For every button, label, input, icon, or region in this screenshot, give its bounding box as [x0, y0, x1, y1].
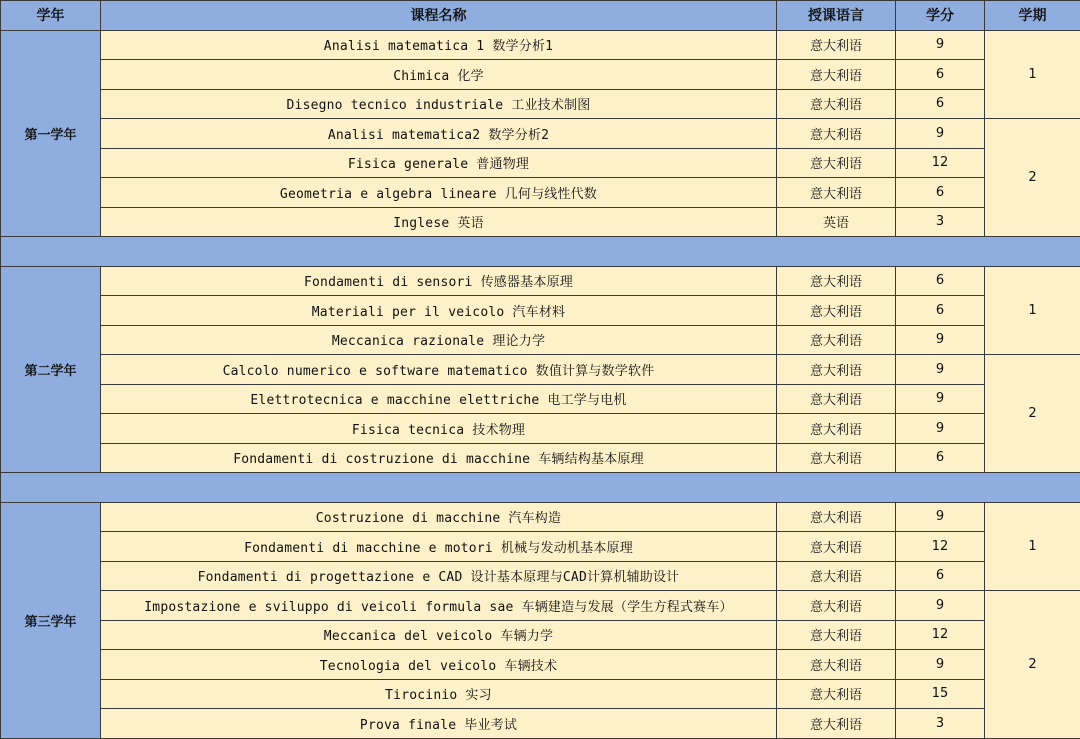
header-credits: 学分 [896, 1, 985, 31]
year-separator [1, 237, 1080, 267]
course-credits: 9 [896, 650, 985, 680]
course-name: Elettrotecnica e macchine elettriche 电工学与电机 [101, 384, 777, 414]
table-row [1, 296, 1080, 326]
course-language: 意大利语 [777, 620, 896, 650]
year-separator [1, 473, 1080, 503]
table-row [1, 709, 1080, 739]
course-credits: 9 [896, 119, 985, 149]
course-credits: 6 [896, 178, 985, 208]
year-label: 第一学年 [1, 30, 101, 237]
course-credits: 6 [896, 443, 985, 473]
term-number: 2 [985, 591, 1080, 739]
course-language: 意大利语 [777, 414, 896, 444]
course-language: 意大利语 [777, 266, 896, 296]
course-credits: 9 [896, 414, 985, 444]
course-language: 意大利语 [777, 561, 896, 591]
header-course: 课程名称 [101, 1, 777, 31]
course-credits: 3 [896, 709, 985, 739]
course-credits: 6 [896, 60, 985, 90]
course-language: 英语 [777, 207, 896, 237]
year-label: 第三学年 [1, 502, 101, 738]
course-language: 意大利语 [777, 355, 896, 385]
course-credits: 9 [896, 30, 985, 60]
course-name: Costruzione di macchine 汽车构造 [101, 502, 777, 532]
course-language: 意大利语 [777, 178, 896, 208]
course-name: Analisi matematica2 数学分析2 [101, 119, 777, 149]
table-row [1, 532, 1080, 562]
course-credits: 12 [896, 148, 985, 178]
course-credits: 9 [896, 384, 985, 414]
course-language: 意大利语 [777, 30, 896, 60]
course-name: Impostazione e sviluppo di veicoli formula sae 车辆建造与发展（学生方程式赛车） [101, 591, 777, 621]
table-row [1, 502, 1080, 532]
course-name: Calcolo numerico e software matematico 数值计算与数学软件 [101, 355, 777, 385]
header-year: 学年 [1, 1, 101, 31]
course-name: Fondamenti di sensori 传感器基本原理 [101, 266, 777, 296]
course-name: Tirocinio 实习 [101, 679, 777, 709]
course-credits: 6 [896, 89, 985, 119]
course-credits: 9 [896, 325, 985, 355]
course-credits: 9 [896, 502, 985, 532]
course-language: 意大利语 [777, 591, 896, 621]
term-number: 1 [985, 266, 1080, 355]
course-language: 意大利语 [777, 148, 896, 178]
course-language: 意大利语 [777, 443, 896, 473]
course-language: 意大利语 [777, 532, 896, 562]
table-row [1, 266, 1080, 296]
table-row [1, 443, 1080, 473]
table-row [1, 414, 1080, 444]
year-separator-row [1, 237, 1080, 267]
table-row [1, 89, 1080, 119]
header-language: 授课语言 [777, 1, 896, 31]
course-language: 意大利语 [777, 679, 896, 709]
table-row [1, 178, 1080, 208]
table-row [1, 30, 1080, 60]
course-name: Disegno tecnico industriale 工业技术制图 [101, 89, 777, 119]
course-name: Fondamenti di macchine e motori 机械与发动机基本原理 [101, 532, 777, 562]
term-number: 2 [985, 355, 1080, 473]
table-row [1, 119, 1080, 149]
course-name: Fondamenti di costruzione di macchine 车辆结构基本原理 [101, 443, 777, 473]
term-number: 1 [985, 502, 1080, 591]
course-name: Prova finale 毕业考试 [101, 709, 777, 739]
header-row [1, 1, 1080, 31]
table-row [1, 355, 1080, 385]
table-row [1, 679, 1080, 709]
course-name: Meccanica razionale 理论力学 [101, 325, 777, 355]
header-term: 学期 [985, 1, 1080, 31]
course-credits: 9 [896, 591, 985, 621]
course-language: 意大利语 [777, 60, 896, 90]
course-name: Fondamenti di progettazione e CAD 设计基本原理与CAD计算机辅助设计 [101, 561, 777, 591]
table-row [1, 620, 1080, 650]
course-credits: 6 [896, 561, 985, 591]
course-credits: 9 [896, 355, 985, 385]
course-name: Tecnologia del veicolo 车辆技术 [101, 650, 777, 680]
course-credits: 6 [896, 266, 985, 296]
term-number: 1 [985, 30, 1080, 119]
course-language: 意大利语 [777, 89, 896, 119]
course-name: Analisi matematica 1 数学分析1 [101, 30, 777, 60]
table-row [1, 384, 1080, 414]
course-credits: 15 [896, 679, 985, 709]
table-row [1, 60, 1080, 90]
course-name: Fisica generale 普通物理 [101, 148, 777, 178]
course-credits: 6 [896, 296, 985, 326]
course-name: Geometria e algebra lineare 几何与线性代数 [101, 178, 777, 208]
course-language: 意大利语 [777, 384, 896, 414]
table-body [1, 30, 1080, 738]
course-name: Materiali per il veicolo 汽车材料 [101, 296, 777, 326]
term-number: 2 [985, 119, 1080, 237]
course-name: Inglese 英语 [101, 207, 777, 237]
table-row [1, 650, 1080, 680]
course-language: 意大利语 [777, 119, 896, 149]
course-name: Fisica tecnica 技术物理 [101, 414, 777, 444]
course-name: Meccanica del veicolo 车辆力学 [101, 620, 777, 650]
table-row [1, 591, 1080, 621]
course-language: 意大利语 [777, 650, 896, 680]
course-credits: 12 [896, 532, 985, 562]
year-label: 第二学年 [1, 266, 101, 473]
table-row [1, 325, 1080, 355]
course-language: 意大利语 [777, 325, 896, 355]
course-language: 意大利语 [777, 709, 896, 739]
course-credits: 3 [896, 207, 985, 237]
course-language: 意大利语 [777, 296, 896, 326]
table-row [1, 207, 1080, 237]
course-language: 意大利语 [777, 502, 896, 532]
table-row [1, 561, 1080, 591]
course-credits: 12 [896, 620, 985, 650]
year-separator-row [1, 473, 1080, 503]
course-name: Chimica 化学 [101, 60, 777, 90]
table-row [1, 148, 1080, 178]
